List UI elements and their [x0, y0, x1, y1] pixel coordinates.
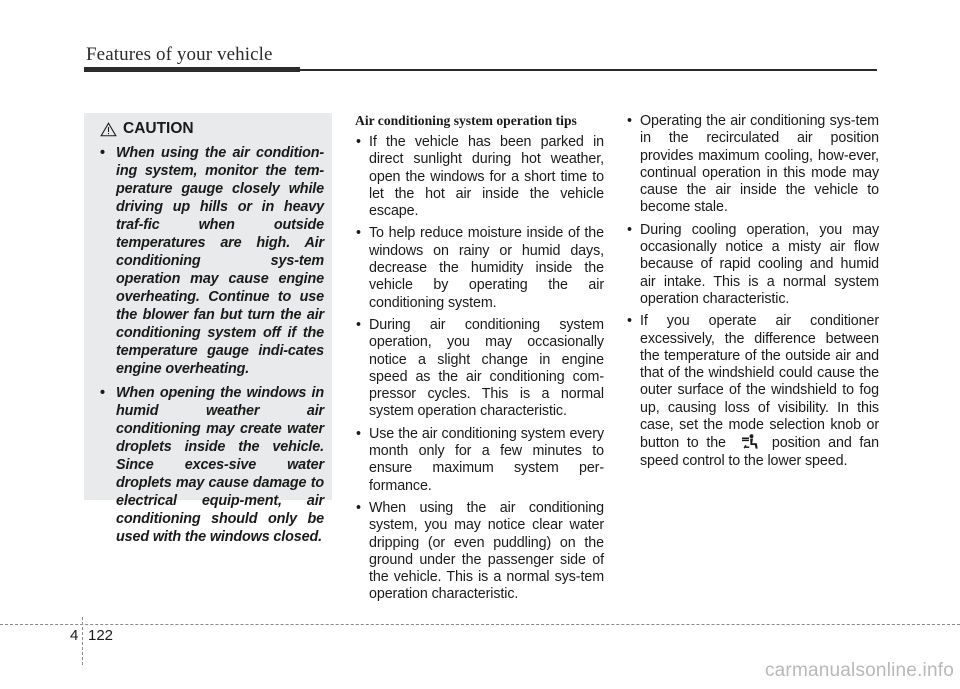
header-rule-thin	[300, 69, 877, 71]
caution-box	[84, 113, 332, 545]
tip-item-with-icon	[626, 313, 879, 470]
tip-item: • If the vehicle has been parked in direct sunlight during hot weather, open the windows for a short time to let the hot air inside the vehicle escape.	[355, 134, 604, 220]
caution-list	[94, 144, 324, 546]
section-heading: Air conditioning system operation tips	[355, 113, 577, 128]
caution-item: • When opening the windows in humid weather air conditioning may create water droplets inside the vehicle. Since exces-sive water droplets may cause damage to electrical equip-ment, air conditioning should only be used with the windows closed.	[94, 384, 324, 546]
tip-item: • Operating the air conditioning sys-tem in the recirculated air position provides maximum cooling, how-ever, continual operation in this mode may cause the air inside the vehicle to become stale.	[626, 113, 879, 217]
watermark: carmanualsonline.info	[764, 660, 954, 681]
tip-item: • During cooling operation, you may occasionally notice a misty air flow because of rapid cooling and humid air intake. This is a normal system operation characteristic.	[626, 222, 879, 308]
tips-column-middle	[355, 113, 604, 609]
tip-text-before-icon: If you operate air conditioner excessively, the difference between the temperature of the outside air and that of the windshield could cause the outer surface of the windshield to fog up, causing loss of visibility. In this case, set the mode selection knob or button to the	[640, 313, 879, 452]
header-title: Features of your vehicle	[86, 44, 273, 65]
tips-column-right	[626, 113, 879, 475]
chapter-number: 4	[70, 627, 79, 644]
footer-vertical-divider	[82, 617, 83, 665]
caution-heading	[100, 120, 324, 138]
tip-text-after-icon: position and fan speed control to the lower speed.	[640, 435, 879, 469]
tip-item: • To help reduce moisture inside of the windows on rainy or humid days, decrease the humidity inside the vehicle by operating the air conditioning system.	[355, 225, 604, 311]
caution-title: CAUTION	[123, 120, 194, 137]
header-rule	[84, 67, 300, 72]
tip-item: • During air conditioning system operation, you may occasionally notice a slight change in engine speed as the air conditioning com-pressor cycles. This is a normal system operation characteristic.	[355, 317, 604, 421]
tips-list-continued	[626, 113, 879, 470]
floor-face-mode-icon	[740, 434, 760, 450]
tip-item: • When using the air conditioning system, you may notice clear water dripping (or even puddling) on the ground under the passenger side of the vehicle. This is a normal sys-tem operation characteristic.	[355, 500, 604, 604]
page-number: 122	[88, 627, 114, 644]
footer-divider	[0, 624, 960, 625]
tips-list	[355, 134, 604, 604]
caution-item: • When using the air condition-ing system, monitor the tem-perature gauge closely while driving up hills or in heavy traf-fic when outside temperatures are high. Air conditioning sys-tem operation may cause engine overheating. Continue to use the blower fan but turn the air conditioning system off if the temperature gauge indi-cates engine overheating.	[94, 144, 324, 378]
tip-item: • Use the air conditioning system every month only for a few minutes to ensure maximum system per-formance.	[355, 426, 604, 495]
warning-triangle-icon	[100, 122, 117, 137]
